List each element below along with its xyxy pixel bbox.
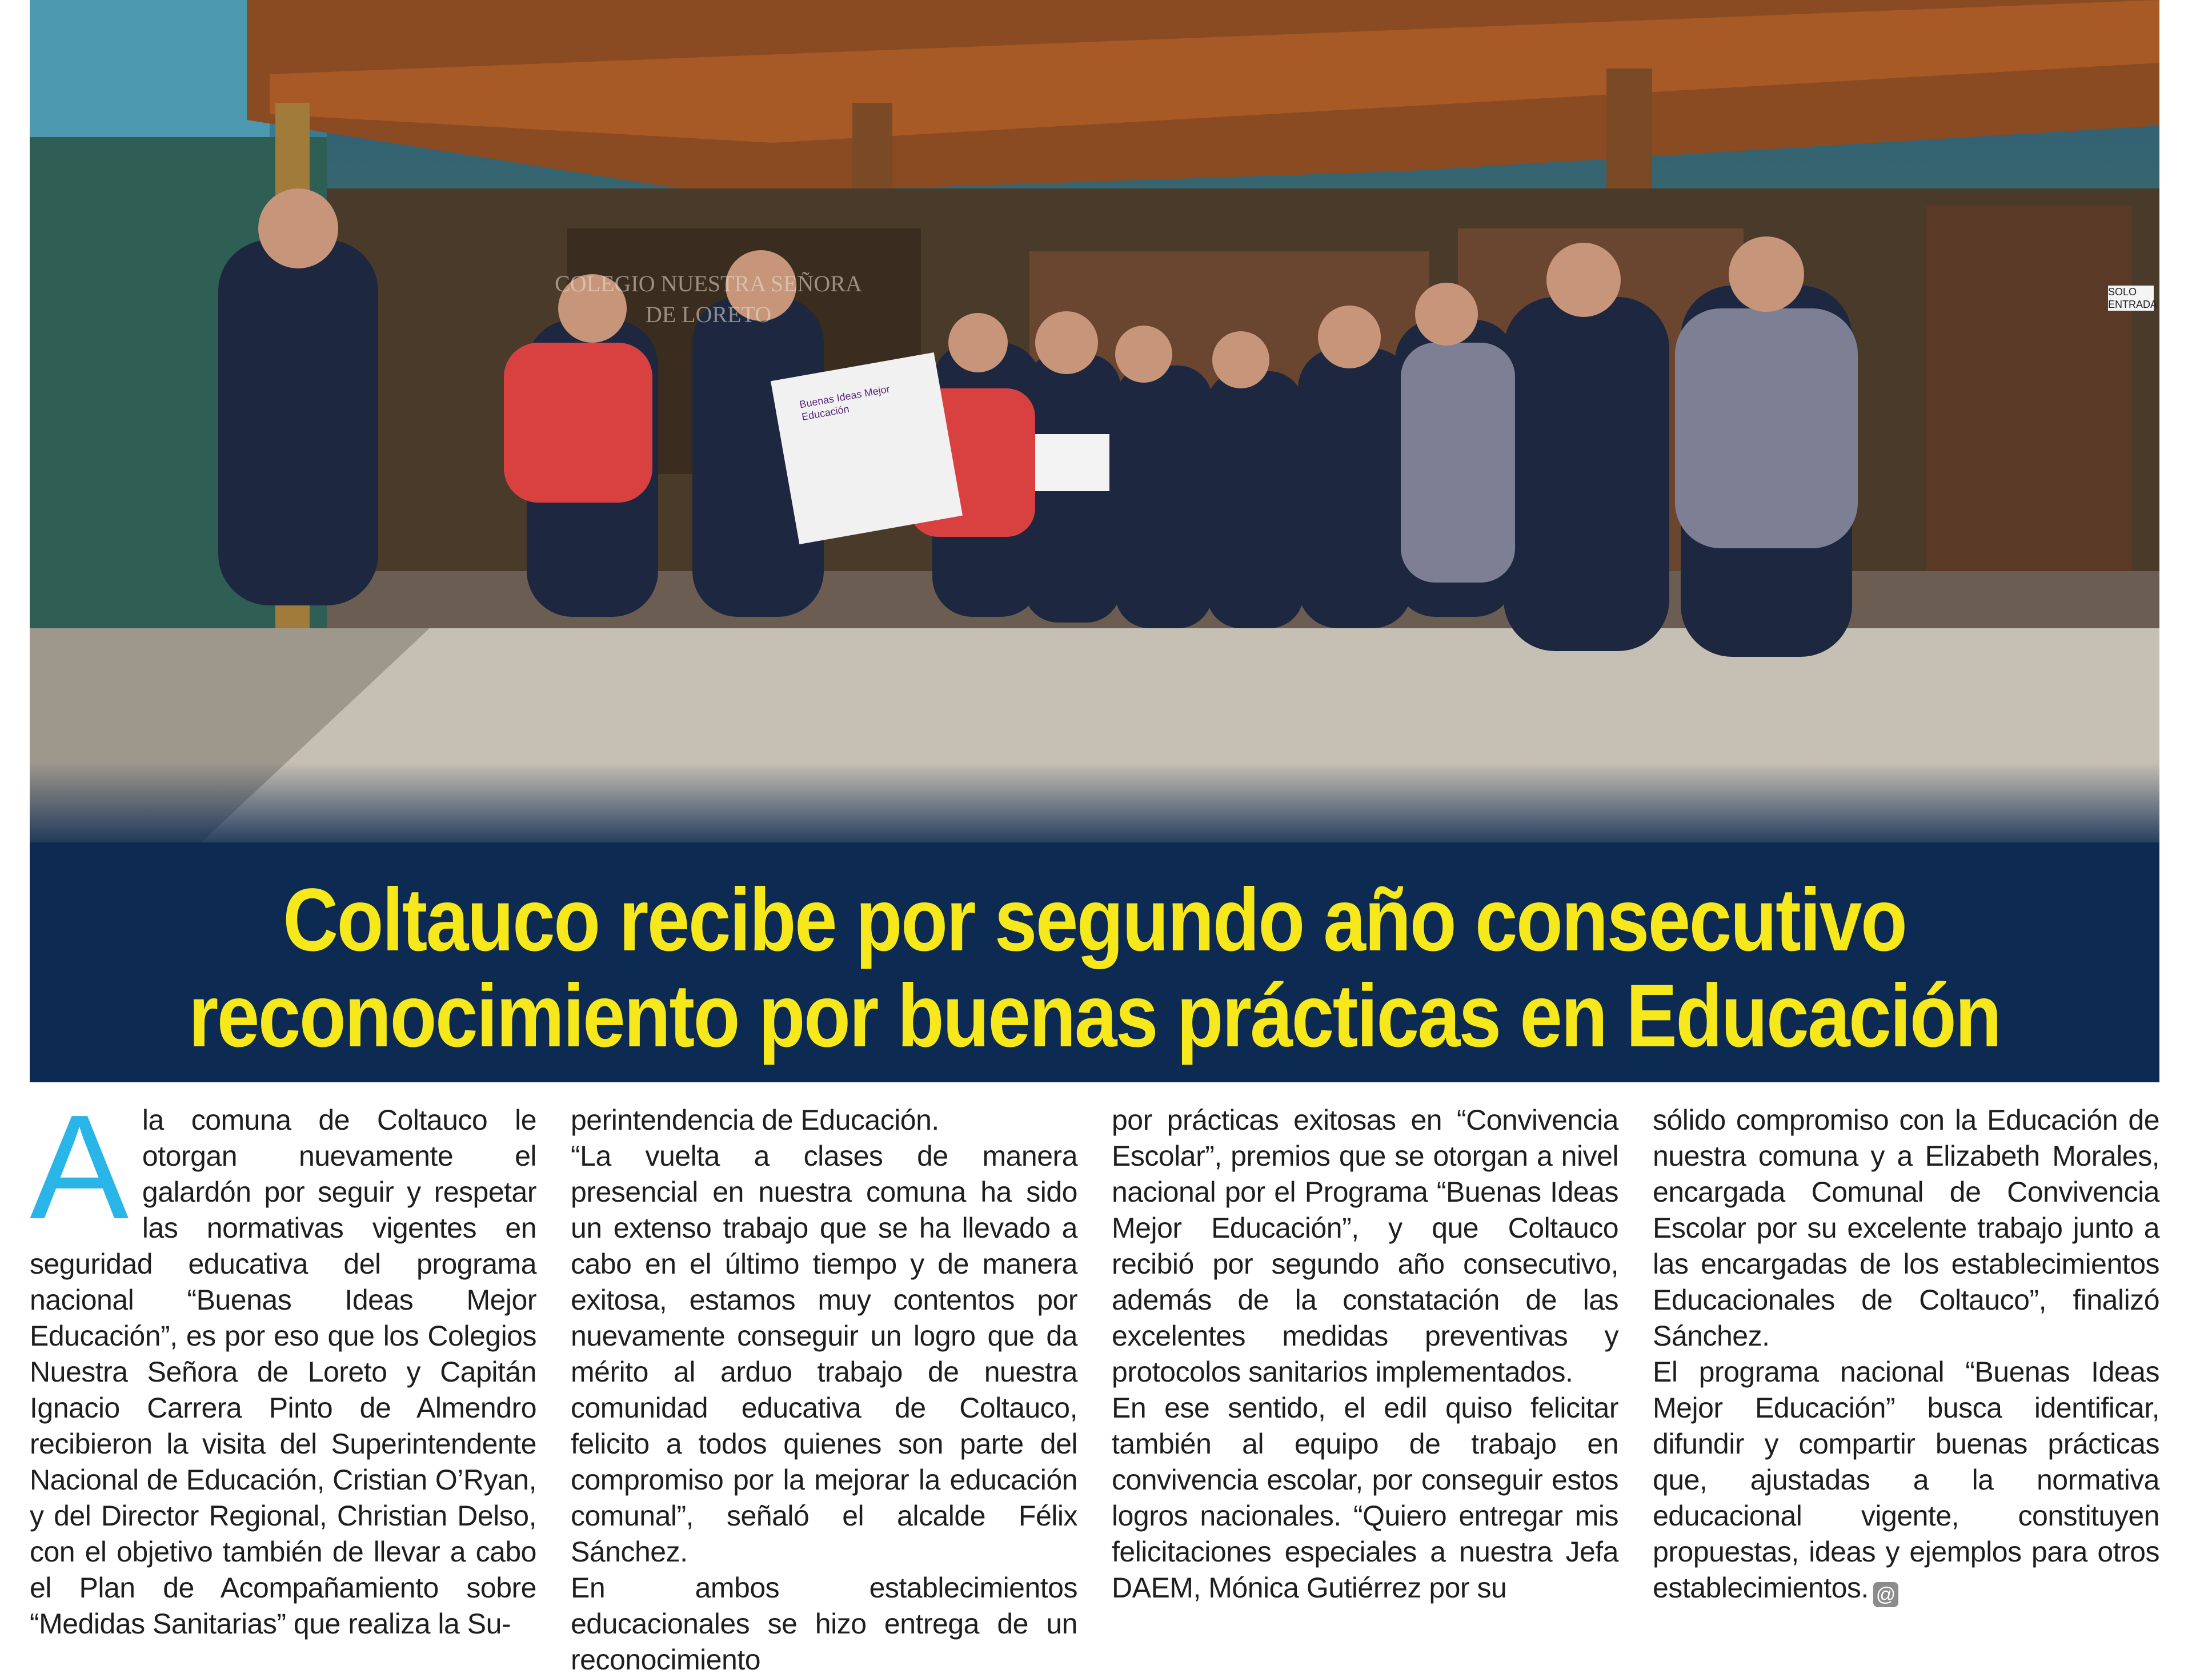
column-3-paragraph-2: En ese sentido, el edil quiso felicitar también al equipo de trabajo en convivencia escolar, por conseguir estos logros nacionales. “Quiero entregar mis felicitaciones especiales a nuestra Jefa DAEM, Mónica Gutiérrez por su — [1112, 1392, 1618, 1604]
column-3-paragraph-1: por prácticas exitosas en “Convivencia Escolar”, premios que se otorgan a nivel nacional por el Programa “Buenas Ideas Mejor Educación”, y que Coltauco recibió por segundo año consecutivo, además de la constatación de las excelentes medidas preventivas y protocolos sanitarios implementados. — [1112, 1104, 1618, 1388]
article-column-1 — [30, 1085, 536, 1678]
column-2-paragraph-3: En ambos establecimientos educacionales se hizo entrega de un reconocimiento — [571, 1572, 1077, 1676]
door-sign-text: SOLO ENTRADA — [2108, 286, 2158, 310]
building-sign-text: COLEGIO NUESTRA SEÑORA DE LORETO — [555, 271, 862, 327]
article-column-3 — [1112, 1102, 1618, 1678]
column-4-paragraph-2-text: El programa nacional “Buenas Ideas Mejor Educación” busca identificar, difundir y compartir buenas prácticas que, ajustadas a la normativa educacional vigente, constituyen propuestas, ideas y ejemplos para otros establecimientos. — [1653, 1356, 2159, 1604]
column-2-paragraph-1: perintendencia de Educación. — [571, 1104, 939, 1136]
column-4-paragraph-2 — [1653, 1354, 2159, 1607]
article-column-2 — [571, 1102, 1077, 1678]
article-body — [30, 1085, 2159, 1676]
article-column-4 — [1653, 1102, 2159, 1678]
certificate-text: Buenas Ideas Mejor Educación — [798, 383, 891, 423]
group-photo-illustration — [30, 0, 2159, 842]
headline-line-2: reconocimiento por buenas prácticas en Educación — [189, 966, 2001, 1066]
article-photo — [30, 0, 2159, 842]
column-1-paragraph: la comuna de Coltauco le otorgan nuevamente el galardón por seguir y respetar las normativas vigentes en seguridad educativa del programa nacional “Buenas Ideas Mejor Educación”, es por eso que los Colegios Nuestra Señora de Loreto y Capitán Ignacio Carrera Pinto de Almendro recibieron la visita del Superintendente Nacional de Educación, Cristian O’Ryan, y del Director Regional, Christian Delso, con el objetivo también de llevar a cabo el Plan de Acompañamiento sobre “Medidas Sanitarias” que realiza la Su- — [30, 1104, 536, 1640]
dropcap: A — [30, 1085, 129, 1250]
end-of-article-icon: @ — [1873, 1582, 1898, 1607]
column-2-paragraph-2: “La vuelta a clases de manera presencial en nuestra comuna ha sido un extenso trabajo que se ha llevado a cabo en el último tiempo y de manera exitosa, estamos muy contentos por nuevamente conseguir un logro que da mérito al arduo trabajo de nuestra comunidad educativa de Coltauco, felicito a todos quienes son parte del compromiso por la mejorar la educación comunal”, señaló el alcalde Félix Sánchez. — [571, 1140, 1077, 1568]
headline-line-1: Coltauco recibe por segundo año consecutivo — [283, 870, 1906, 970]
column-4-paragraph-1: sólido compromiso con la Educación de nuestra comuna y a Elizabeth Morales, encargada Comunal de Convivencia Escolar por su excelente trabajo junto a las encargadas de los establecimientos Educacionales de Coltauco”, finalizó Sánchez. — [1653, 1104, 2159, 1352]
headline-band — [30, 842, 2159, 1082]
